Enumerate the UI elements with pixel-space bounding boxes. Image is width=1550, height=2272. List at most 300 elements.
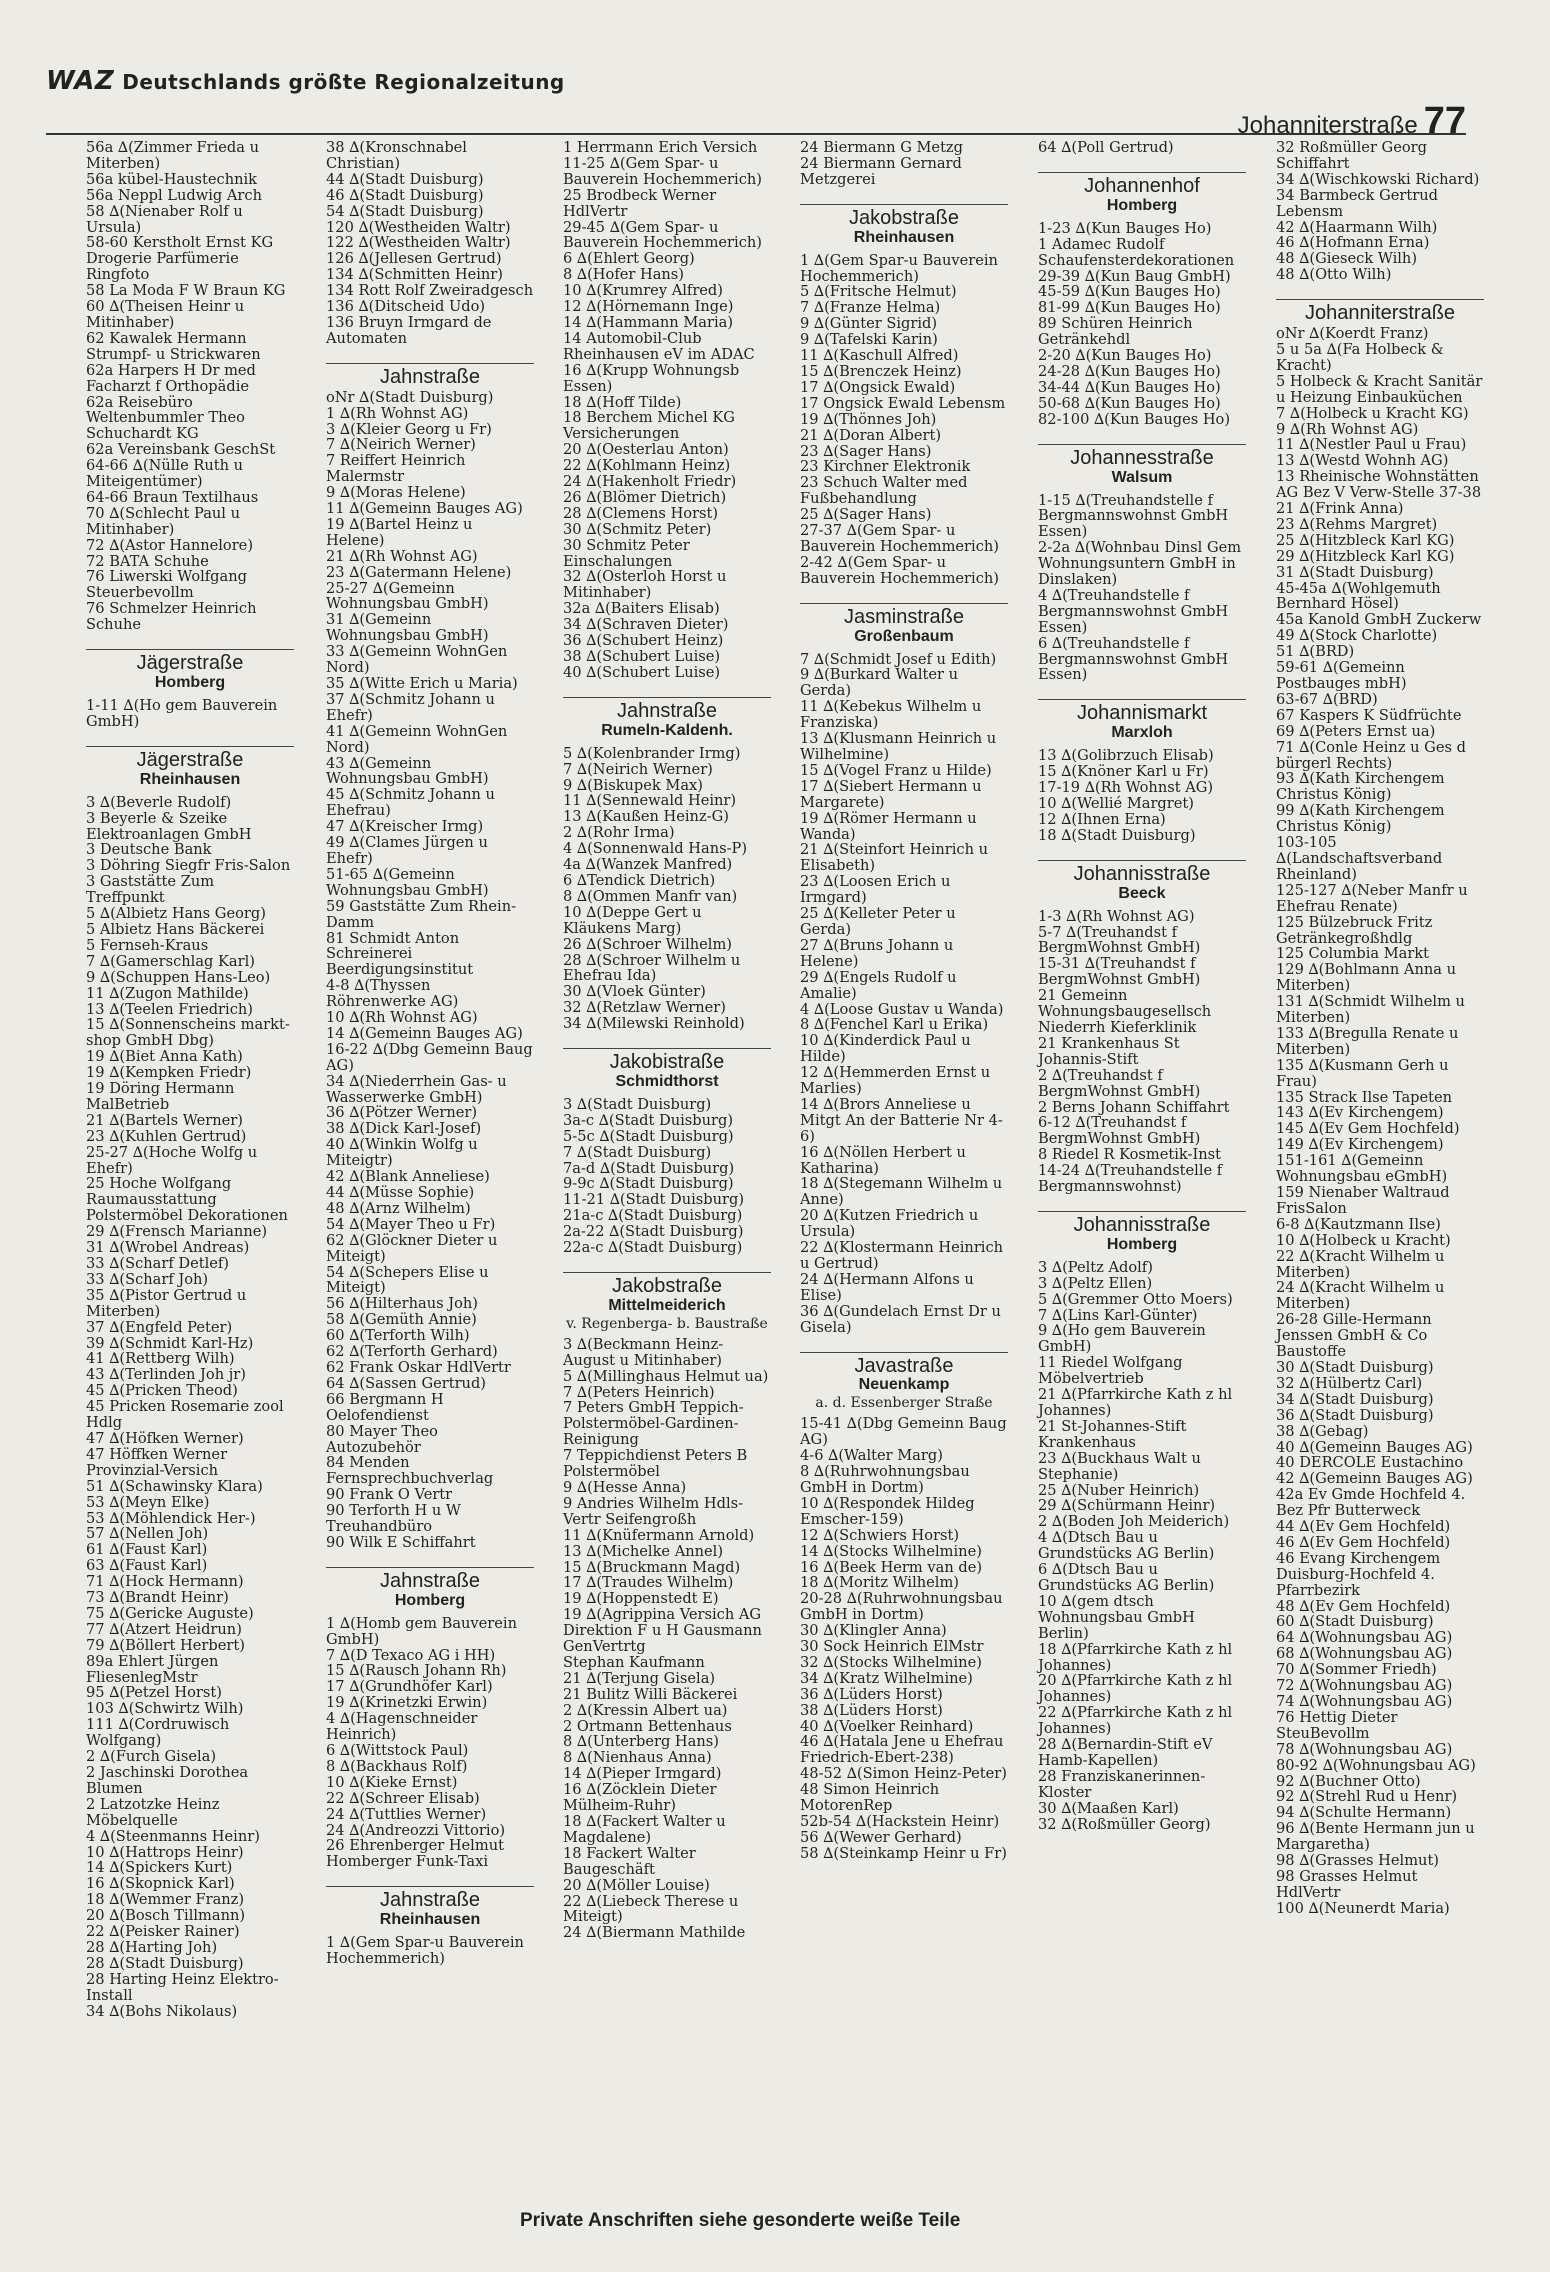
district-name: Homberg [1106,196,1178,214]
listing-entry: 52b-54 ∆(Hackstein Heinr) [800,1813,1000,1830]
district-name: Rheinhausen [139,770,241,788]
listing-entry: 15 ∆(Bruckmann Magd) [563,1558,741,1576]
listing-entry: 51-65 ∆(Gemeinn Wohnungsbau GmbH) [326,865,489,899]
listing-entry: 32 ∆(Roßmüller Georg) [1038,1815,1211,1833]
listing-entry: 29 ∆(Engels Rudolf u Amalie) [800,968,957,1002]
listing-entry: 8 ∆(Ommen Manfr van) [563,887,738,905]
listing-entry: 4 ∆(Sonnenwald Hans-P) [563,840,748,858]
listing-entry: 30 ∆(Stadt Duisburg) [1276,1358,1434,1376]
listing-entry: 32 ∆(Hülbertz Carl) [1276,1374,1423,1392]
listing-entry: 21 ∆(Terjung Gisela) [563,1669,716,1687]
listing-entry: 36 ∆(Pötzer Werner) [326,1104,478,1122]
listing-entry: 34 ∆(Stadt Duisburg) [1276,1390,1434,1408]
listing-entry: 30 Schmitz Peter Einschalungen [563,536,690,570]
street-heading [563,1272,771,1333]
street-name: Johannisstraße [1073,862,1211,885]
listing-entry: 2 ∆(Treuhandst f BergmWohnst GmbH) [1038,1066,1201,1100]
listing-entry: 5 ∆(Albietz Hans Georg) [86,905,266,923]
listing-entry: 76 Hettig Dieter SteuBevollm [1276,1708,1398,1742]
listing-entry: 7 ∆(Lins Karl-Günter) [1038,1306,1198,1324]
listing-entry: 29 ∆(Hitzbleck Karl KG) [1276,547,1455,565]
district-name: Neuenkamp [858,1376,950,1394]
listing-entry: 10 ∆(Kieke Ernst) [326,1773,458,1791]
listing-entry: 4-6 ∆(Walter Marg) [800,1447,943,1465]
street-name: Jasminstraße [843,605,965,628]
listing-entry: 149 ∆(Ev Kirchengem) [1276,1136,1444,1154]
listing-entry: 29-45 ∆(Gem Spar- u Bauverein Hochemmerich) [563,218,762,252]
listing-entry: 19 ∆(Krinetzki Erwin) [326,1694,488,1712]
listing-entry: 8 ∆(Fenchel Karl u Erika) [800,1016,989,1034]
listing-entry: 7 ∆(Stadt Duisburg) [563,1143,712,1161]
listing-entry: 18 Berchem Michel KG Versicherungen [563,409,735,443]
listing-entry: 66 Bergmann H Oelofendienst [326,1390,444,1424]
listing-entry: 64-66 ∆(Nülle Ruth u Miteigentümer) [86,457,244,491]
listing-entry: 18 ∆(Hoff Tilde) [563,393,682,411]
listing-entry: 58-60 Kerstholt Ernst KG Drogerie Parfümerie Ringfoto [86,234,274,284]
listing-entry: 62 ∆(Terforth Gerhard) [326,1343,498,1361]
listing-entry: 29 ∆(Schürmann Heinr) [1038,1497,1216,1515]
listing-entry: 6 ∆(Dtsch Bau u Grundstücks AG Berlin) [1038,1561,1215,1594]
listing-entry: 125 Columbia Markt [1276,945,1430,963]
running-header [1238,100,1466,143]
district-name: Homberg [1106,1235,1178,1253]
listing-entry: 3 ∆(Kleier Georg u Fr) [326,420,492,438]
listing-entry: 131 ∆(Schmidt Wilhelm u Miterben) [1276,993,1465,1027]
listing-entry: 23 Kirchner Elektronik [800,458,971,476]
listing-entry: 90 Frank O Vertr [326,1486,453,1504]
listing-entry: 35 ∆(Witte Erich u Maria) [326,675,518,692]
listing-entry: 10 ∆(Holbeck u Kracht) [1276,1231,1451,1249]
listing-entry: 36 ∆(Schubert Heinz) [563,632,724,650]
listing-entry: 46 ∆(Hofmann Erna) [1276,234,1430,252]
listing-entry: 67 Kaspers K Südfrüchte [1276,706,1462,724]
street-heading [86,649,294,694]
listing-entry: 10 ∆(Respondek Hildeg Emscher-159) [800,1494,975,1528]
listing-entry: 45 ∆(Pricken Theod) [86,1382,238,1400]
listing-entry: 59 Gaststätte Zum Rhein-Damm [326,897,517,931]
listing-entry: 30 ∆(Maaßen Karl) [1038,1799,1179,1817]
listing-entry: 17 Ongsick Ewald Lebensm [800,394,1006,412]
listing-entry: 17 ∆(Siebert Hermann u Margarete) [800,777,982,811]
listing-entry: 28 ∆(Bernardin-Stift eV Hamb-Kapellen) [1038,1736,1213,1769]
listing-entry: 8 ∆(Hofer Hans) [563,266,684,284]
listing-entry: 24 ∆(Hermann Alfons u Elise) [800,1270,974,1304]
listing-entry: 2a-22 ∆(Stadt Duisburg) [563,1223,744,1241]
listing-entry: 32 Roßmüller Georg Schiffahrt [1276,139,1427,172]
listing-entry: 3 ∆(Beverle Rudolf) [86,793,232,811]
listing-entry: 3a-c ∆(Stadt Duisburg) [563,1111,734,1129]
listing-entry: 122 ∆(Westheiden Waltr) [326,234,511,252]
listing-entry: 6-8 ∆(Kautzmann Ilse) [1276,1215,1441,1233]
listing-entry: 3 Beyerle & Szeike Elektroanlagen GmbH [86,809,252,843]
listing-entry: 134 ∆(Schmitten Heinr) [326,266,503,284]
listing-entry: 24 ∆(Hakenholt Friedr) [563,473,737,491]
listing-entry: 99 ∆(Kath Kirchengem Christus König) [1276,802,1445,836]
listing-entry: 72 BATA Schuhe [86,552,209,570]
listing-entry: 4-8 ∆(Thyssen Röhrenwerke AG) [326,977,459,1011]
listing-entry: 38 ∆(Schubert Luise) [563,648,721,665]
listing-entry: 21 ∆(Pfarrkirche Kath z hl Johannes) [1038,1386,1233,1419]
listing-entry: 11-25 ∆(Gem Spar- u Bauverein Hochemmerich) [563,154,762,188]
listing-entry: 93 ∆(Kath Kirchengem Christus König) [1276,770,1445,804]
listing-entry: oNr ∆(Koerdt Franz) [1276,325,1429,343]
listing-entry: 10 ∆(Krumrey Alfred) [563,282,723,300]
listing-entry: 62a Harpers H Dr med Facharzt f Orthopädie [86,361,256,395]
listing-entry: 59-61 ∆(Gemeinn Postbauges mbH) [1276,659,1407,692]
listing-entry: 11 ∆(Gemeinn Bauges AG) [326,500,523,518]
listing-entry: 41 ∆(Gemeinn WohnGen Nord) [326,722,508,756]
listing-entry: 25-27 ∆(Hoche Wolfg u Ehefr) [86,1143,258,1177]
listing-entry: 14 ∆(Stocks Wilhelmine) [800,1542,982,1560]
listing-entry: 23 ∆(Sager Hans) [800,442,932,460]
listing-entry: 12 ∆(Hörnemann Inge) [563,298,734,316]
listing-entry: oNr ∆(Stadt Duisburg) [326,388,494,406]
listing-entry: 21 ∆(Steinfort Heinrich u Elisabeth) [800,841,989,875]
listing-entry: 42 ∆(Blank Anneliese) [326,1168,490,1186]
listing-entry: 32 ∆(Osterloh Horst u Mitinhaber) [563,568,727,602]
listing-entry: 81-99 ∆(Kun Bauges Ho) [1038,299,1221,317]
listing-entry: 58 ∆(Nienaber Rolf u Ursula) [86,202,243,236]
listing-entry: 18 ∆(Wemmer Franz) [86,1891,245,1909]
listing-entry: 47 Höffken Werner Provinzial-Versich [86,1445,228,1479]
listing-entry: 22 ∆(Schreer Elisab) [326,1789,480,1807]
column-1 [86,140,294,2020]
listing-entry: 31 ∆(Wrobel Andreas) [86,1239,250,1257]
street-name: Johannenhof [1084,174,1200,197]
listing-entry: 9 ∆(Biskupek Max) [563,776,703,794]
street-heading [1038,1211,1246,1256]
listing-entry: 1 Adamec Rudolf Schaufensterdekorationen [1038,235,1235,269]
listing-entry: 7 ∆(Peters Heinrich) [563,1383,715,1401]
listing-entry: 19 ∆(Agrippina Versich AG Direktion F u H Gausmann GenVertrtg [563,1606,762,1656]
listing-entry: 62 ∆(Glöckner Dieter u Miteigt) [326,1231,498,1265]
listing-entry: 34 ∆(Bohs Nikolaus) [86,2002,238,2020]
listing-entry: 36 ∆(Gundelach Ernst Dr u Gisela) [800,1302,1001,1336]
listing-entry: 9 Andries Wilhelm Hdls-Vertr Seifengroßh [563,1494,744,1528]
street-heading [326,363,534,386]
listing-entry: 11 Riedel Wolfgang Möbelvertrieb [1038,1354,1183,1388]
listing-entry: 13 ∆(Kaußen Heinz-G) [563,808,729,826]
listing-entry: 4a ∆(Wanzek Manfred) [563,856,733,874]
listing-entry: 11 ∆(Zugon Mathilde) [86,984,249,1002]
listing-entry: 24-28 ∆(Kun Bauges Ho) [1038,362,1221,380]
listing-entry: 7 ∆(Holbeck u Kracht KG) [1276,404,1469,422]
listing-entry: 3 ∆(Stadt Duisburg) [563,1095,712,1113]
listing-entry: 20 ∆(Oesterlau Anton) [563,441,729,459]
listing-entry: 10 ∆(Rh Wohnst AG) [326,1009,478,1027]
listing-entry: 50-68 ∆(Kun Bauges Ho) [1038,394,1221,412]
listing-entry: 36 ∆(Stadt Duisburg) [1276,1406,1434,1424]
listing-entry: 8 ∆(Nienhaus Anna) [563,1749,712,1767]
listing-entry: 36 ∆(Lüders Horst) [800,1685,943,1703]
listing-entry: 71 ∆(Conle Heinz u Ges d bürgerl Rechts) [1276,738,1466,772]
listing-entry: 18 ∆(Pfarrkirche Kath z hl Johannes) [1038,1640,1233,1674]
listing-entry: 69 ∆(Peters Ernst ua) [1276,722,1436,740]
listing-entry: 53 ∆(Möhlendick Her-) [86,1509,256,1527]
listing-entry: 27-37 ∆(Gem Spar- u Bauverein Hochemmerich) [800,522,999,555]
listing-entry: 4 ∆(Hagenschneider Heinrich) [326,1710,478,1744]
listing-entry: 16 ∆(Nöllen Herbert u Katharina) [800,1143,966,1177]
listing-entry: 40 ∆(Winkin Wolfg u Miteigtr) [326,1136,478,1170]
listing-entry: 44 ∆(Ev Gem Hochfeld) [1276,1518,1451,1536]
listing-entry: 2 ∆(Furch Gisela) [86,1748,217,1766]
listing-entry: 9 ∆(Burkard Walter u Gerda) [800,666,959,700]
street-section-note: v. Regenberga- b. Baustraße [566,1315,768,1332]
listing-entry: 129 ∆(Bohlmann Anna u Miterben) [1276,961,1457,995]
listing-entry: 76 Liwerski Wolfgang Steuerbevollm [86,568,247,602]
listing-entry: 20 ∆(Bosch Tillmann) [86,1907,246,1925]
listing-entry: 13 ∆(Klusmann Heinrich u Wilhelmine) [800,730,997,763]
listing-entry: 68 ∆(Wohnungsbau AG) [1276,1645,1453,1663]
listing-entry: 15 ∆(Brenczek Heinz) [800,362,962,380]
listing-entry: 21 ∆(Rh Wohnst AG) [326,547,478,565]
listing-entry: 40 ∆(Voelker Reinhard) [800,1717,974,1735]
district-name: Rheinhausen [379,1911,481,1929]
listing-entry: 8 ∆(Unterberg Hans) [563,1733,719,1751]
listing-entry: 45a Kanold GmbH Zuckerw [1276,611,1482,629]
listing-entry: 5 Holbeck & Kracht Sanitär u Heizung Einbauküchen [1276,372,1483,406]
listing-entry: 7a-d ∆(Stadt Duisburg) [563,1159,735,1177]
listing-entry: 57 ∆(Nellen Joh) [86,1525,209,1543]
listing-entry: 47 ∆(Kreischer Irmg) [326,818,484,836]
listing-entry: 16 ∆(Krupp Wohnungsb Essen) [563,361,740,395]
listing-entry: 22 ∆(Pfarrkirche Kath z hl Johannes) [1038,1704,1233,1738]
listing-entry: 92 ∆(Buchner Otto) [1276,1772,1421,1790]
street-name: Johannesstraße [1070,446,1214,469]
listing-entry: 27 ∆(Bruns Johann u Helene) [800,936,954,970]
listing-entry: 76 Schmelzer Heinrich Schuhe [86,600,257,634]
column-6 [1276,140,1484,1917]
listing-entry: 22 ∆(Kracht Wilhelm u Miterben) [1276,1247,1445,1281]
listing-entry: 71 ∆(Hock Hermann) [86,1573,244,1591]
street-heading [1038,860,1246,905]
listing-entry: 58 ∆(Steinkamp Heinr u Fr) [800,1844,1007,1862]
listing-entry: 22 ∆(Klostermann Heinrich u Gertrud) [800,1239,1004,1272]
listing-entry: 28 Harting Heinz Elektro-Install [86,1970,279,2004]
listing-entry: 39 ∆(Schmidt Karl-Hz) [86,1334,254,1352]
column-2 [326,140,534,1967]
listing-entry: 103 ∆(Schwirtz Wilh) [86,1700,244,1718]
listing-entry: 60 ∆(Terforth Wilh) [326,1327,470,1345]
street-section-note: a. d. Essenberger Straße [815,1395,993,1412]
listing-entry: 10 ∆(gem dtsch Wohnungsbau GmbH Berlin) [1038,1592,1195,1642]
listing-entry: 18 ∆(Stadt Duisburg) [1038,826,1196,844]
listing-entry: 1 Herrmann Erich Versich [563,139,758,156]
listing-entry: 58 La Moda F W Braun KG [86,282,286,300]
listing-entry: 34 ∆(Niederrhein Gas- u Wasserwerke GmbH) [326,1072,507,1106]
listing-entry: 21 Gemeinn Wohnungsbaugesellsch Niederrh Kieferklinik [1038,987,1212,1036]
listing-entry: 7 ∆(Neirich Werner) [563,760,713,778]
listing-entry: 29 ∆(Frensch Marianne) [86,1223,268,1241]
listing-entry: 9 ∆(Schuppen Hans-Leo) [86,968,271,986]
listing-entry: 64-66 Braun Textilhaus [86,488,259,506]
listing-entry: 8 ∆(Backhaus Rolf) [326,1757,468,1775]
listing-entry: 94 ∆(Schulte Hermann) [1276,1804,1452,1822]
listing-entry: 25-27 ∆(Gemeinn Wohnungsbau GmbH) [326,579,489,613]
listing-entry: 6-12 ∆(Treuhandst f BergmWohnst GmbH) [1038,1114,1201,1148]
listing-entry: 90 Wilk E Schiffahrt [326,1533,476,1551]
listing-entry: 133 ∆(Bregulla Renate u Miterben) [1276,1024,1459,1058]
listing-entry: 4 ∆(Loose Gustav u Wanda) [800,1000,1004,1018]
listing-entry: 56a Neppl Ludwig Arch [86,186,262,204]
street-heading [326,1567,534,1612]
listing-entry: 3 ∆(Peltz Ellen) [1038,1274,1153,1292]
listing-entry: 100 ∆(Neunerdt Maria) [1276,1899,1450,1917]
listing-entry: 25 ∆(Nuber Heinrich) [1038,1481,1200,1499]
listing-entry: 77 ∆(Atzert Heidrun) [86,1620,242,1638]
listing-entry: 73 ∆(Brandt Heinr) [86,1589,229,1607]
street-name: Jahnstraße [379,1569,481,1592]
district-name: Rumeln-Kaldenh. [601,721,733,739]
listing-entry: 9-9c ∆(Stadt Duisburg) [563,1175,734,1193]
listing-entry: 7 ∆(D Texaco AG i HH) [326,1646,496,1664]
listing-entry: 44 ∆(Müsse Sophie) [326,1184,475,1201]
listing-entry: 30 Sock Heinrich ElMstr [800,1638,984,1656]
street-heading [800,204,1008,249]
listing-entry: 3 Deutsche Bank [86,841,212,859]
listing-entry: 70 ∆(Schlecht Paul u Mitinhaber) [86,504,241,538]
listing-entry: 43 ∆(Gemeinn Wohnungsbau GmbH) [326,754,489,788]
listing-entry: 34 ∆(Kratz Wilhelmine) [800,1669,973,1687]
listing-entry: 120 ∆(Westheiden Waltr) [326,218,511,236]
street-heading [1038,444,1246,489]
listing-entry: 62 Kawalek Hermann Strumpf- u Strickwaren [86,329,261,363]
listing-entry: 3 Döhring Siegfr Fris-Salon [86,857,291,875]
listing-entry: 126 ∆(Jellesen Gertrud) [326,250,502,268]
listing-entry: 9 ∆(Tafelski Karin) [800,331,938,349]
header-rule [46,133,1466,135]
listing-entry: 48 ∆(Arnz Wilhelm) [326,1199,471,1217]
listing-entry: 9 ∆(Rh Wohnst AG) [1276,420,1419,438]
listing-entry: 43 ∆(Terlinden Joh jr) [86,1366,246,1384]
listing-entry: 9 ∆(Günter Sigrid) [800,315,938,333]
listing-entry: 1 ∆(Homb gem Bauverein GmbH) [326,1614,517,1648]
listing-entry: 11 ∆(Sennewald Heinr) [563,792,737,810]
listing-entry: 72 ∆(Astor Hannelore) [86,536,254,554]
street-name: Jahnstraße [616,699,718,722]
listing-entry: 5 Albietz Hans Bäckerei [86,920,265,938]
street-name: Jägerstraße [136,652,244,675]
listing-entry: 34 Barmbeck Gertrud Lebensm [1276,186,1438,220]
listing-entry: 19 ∆(Römer Hermann u Wanda) [800,809,977,843]
listing-entry: 5 ∆(Fritsche Helmut) [800,283,957,301]
listing-entry: 18 Fackert Walter Baugeschäft [563,1844,696,1878]
listing-entry: 80-92 ∆(Wohnungsbau AG) [1276,1756,1476,1774]
listing-entry: 6 ∆(Treuhandstelle f Bergmannswohnst GmbH Essen) [1038,634,1229,684]
listing-entry: 21 Bulitz Willi Bäckerei [563,1685,738,1703]
listing-entry: 64 ∆(Wohnungsbau AG) [1276,1629,1453,1647]
listing-entry: 23 ∆(Rehms Margret) [1276,515,1438,533]
listing-entry: 16-22 ∆(Dbg Gemeinn Baug AG) [326,1040,533,1074]
listing-entry: 1-23 ∆(Kun Bauges Ho) [1038,219,1212,237]
listing-entry: 98 Grasses Helmut HdlVertr [1276,1867,1418,1901]
listing-entry: 16 ∆(Zöcklein Dieter Mülheim-Ruhr) [563,1781,717,1815]
listing-entry: 48 ∆(Gieseck Wilh) [1276,250,1418,268]
listing-entry: 15-41 ∆(Dbg Gemeinn Baug AG) [800,1415,1007,1449]
listing-entry: 13 Rheinische Wohnstätten AG Bez V Verw-Stelle 37-38 [1276,468,1482,502]
listing-entry: 10 ∆(Hattrops Heinr) [86,1843,244,1861]
listing-entry: 22 ∆(Kohlmann Heinz) [563,457,731,475]
listing-entry: 7 Reiffert Heinrich Malermstr [326,452,466,486]
listing-entry: 21 ∆(Bartels Werner) [86,1111,243,1129]
listing-entry: 135 ∆(Kusmann Gerh u Frau) [1276,1056,1449,1090]
street-name: Jakobstraße [611,1275,723,1297]
listing-entry: 3 ∆(Beckmann Heinz-August u Mitinhaber) [563,1335,724,1369]
listing-entry: 7 ∆(Franze Helma) [800,299,941,317]
listing-entry: 56 ∆(Hilterhaus Joh) [326,1295,478,1313]
listing-entry: 11 ∆(Kaschull Alfred) [800,347,959,365]
listing-entry: 16 ∆(Skopnick Karl) [86,1875,235,1893]
listing-entry: 11 ∆(Kebekus Wilhelm u Franziska) [800,698,982,732]
listing-entry: 60 ∆(Theisen Heinr u Mitinhaber) [86,298,245,331]
listing-entry: 37 ∆(Engfeld Peter) [86,1318,233,1336]
listing-entry: 40 ∆(Schubert Luise) [563,663,721,681]
listing-entry: Stephan Kaufmann [563,1653,705,1671]
street-heading [1038,699,1246,744]
street-name: Jakobistraße [609,1051,725,1074]
listing-entry: 24 Biermann G Metzg [800,139,963,156]
street-name: Javastraße [854,1354,954,1377]
listing-entry: 1 ∆(Rh Wohnst AG) [326,404,469,422]
listing-entry: 30 ∆(Schmitz Peter) [563,520,712,538]
listing-entry: 23 Schuch Walter med Fußbehandlung [800,474,968,508]
listing-entry: 18 ∆(Fackert Walter u Magdalene) [563,1813,726,1846]
column-4 [800,140,1008,1862]
listing-entry: 5-7 ∆(Treuhandst f BergmWohnst GmbH) [1038,923,1201,957]
listing-entry: 5 u 5a ∆(Fa Holbeck & Kracht) [1276,340,1444,374]
listing-entry: 60 ∆(Stadt Duisburg) [1276,1613,1434,1631]
listing-entry: 62a Vereinsbank GeschSt [86,441,276,459]
listing-entry: 37 ∆(Schmitz Johann u Ehefr) [326,690,495,724]
listing-entry: 32 ∆(Retzlaw Werner) [563,999,726,1017]
listing-entry: 26-28 Gille-Hermann Jenssen GmbH & Co Baustoffe [1276,1311,1432,1361]
listing-entry: 42 ∆(Haarmann Wilh) [1276,218,1438,236]
listing-entry: 54 ∆(Stadt Duisburg) [326,202,484,220]
listing-entry: 26 ∆(Schroer Wilhelm) [563,935,732,953]
listing-entry: 7 Peters GmbH Teppich-Polstermöbel-Gardinen-Reinigung [563,1399,744,1449]
listing-entry: 64 ∆(Sassen Gertrud) [326,1374,486,1392]
listing-entry: 16 ∆(Beek Herm van de) [800,1558,983,1576]
listing-entry: 89 Schüren Heinrich Getränkehdl [1038,315,1193,349]
listing-entry: 2 Jaschinski Dorothea Blumen [86,1764,249,1797]
listing-entry: 14 ∆(Pieper Irmgard) [563,1765,722,1783]
street-name: Jahnstraße [379,365,481,388]
listing-entry: 21 Krankenhaus St Johannis-Stift [1038,1034,1180,1068]
listing-entry: 14 ∆(Gemeinn Bauges AG) [326,1024,523,1042]
listing-entry: 8 ∆(Ruhrwohnungsbau GmbH in Dortm) [800,1463,970,1496]
street-name: Johannisstraße [1073,1213,1211,1236]
street-heading [86,746,294,791]
listing-entry: 3 Gaststätte Zum Treffpunkt [86,873,215,907]
listing-entry: 1-11 ∆(Ho gem Bauverein GmbH) [86,697,278,730]
listing-entry: 18 ∆(Stegemann Wilhelm u Anne) [800,1175,1003,1209]
listing-entry: 51 ∆(Schawinsky Klara) [86,1477,263,1495]
listing-entry: 2 ∆(Rohr Irma) [563,824,675,842]
listing-entry: 4 ∆(Treuhandstelle f Bergmannswohnst GmbH Essen) [1038,586,1229,636]
listing-entry: 19 ∆(Hoppenstedt E) [563,1590,719,1608]
listing-entry: 63-67 ∆(BRD) [1276,690,1378,708]
listing-entry: 46 ∆(Hatala Jene u Ehefrau Friedrich-Ebert-238) [800,1733,1004,1767]
listing-entry: 26 ∆(Blömer Dietrich) [563,488,727,506]
listing-entry: 6 ∆(Ehlert Georg) [563,250,695,268]
street-heading [1276,299,1484,325]
listing-entry: 143 ∆(Ev Kirchengem) [1276,1104,1444,1122]
listing-entry: 75 ∆(Gericke Auguste) [86,1604,254,1622]
listing-entry: 14-24 ∆(Treuhandstelle f Bergmannswohnst) [1038,1162,1223,1196]
listing-entry: 10 ∆(Deppe Gert u Kläukens Marg) [563,903,702,937]
newspaper-masthead [46,66,565,96]
listing-entry: 7 ∆(Gamerschlag Karl) [86,952,255,970]
